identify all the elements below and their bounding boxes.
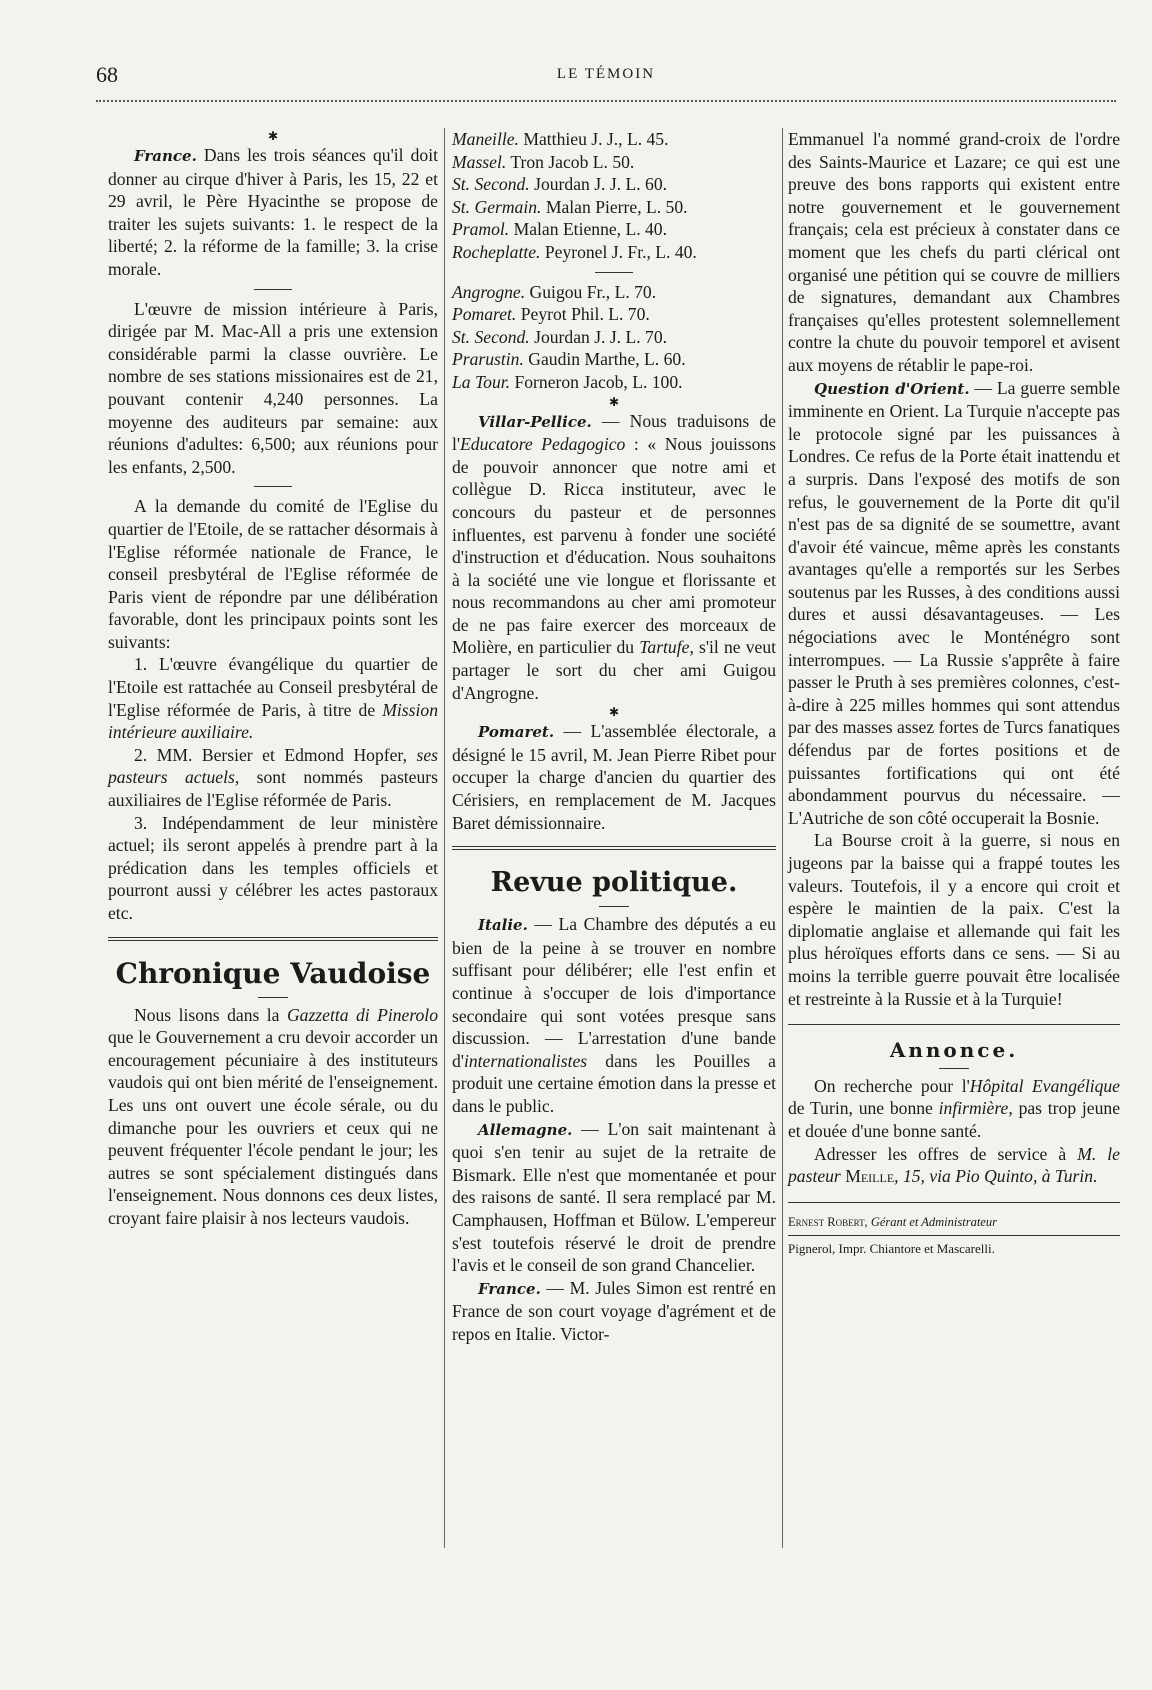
article-chronique: [108, 1004, 438, 1230]
gerant-role: Gérant et Administrateur: [870, 1214, 997, 1229]
list-item-text: Malan Pierre, L. 50.: [545, 196, 688, 217]
villar-start: — Nous traduisons de l': [452, 410, 776, 455]
article-villar: [452, 410, 776, 705]
column-2: [452, 128, 776, 1346]
list-item: [452, 196, 776, 219]
article-etoile: A la demande du comité de l'Eglise du quartier de l'Etoile, de se rattacher désormais à l'Eglise réformée nationale de France, le conseil presbytéral de l'Eglise réformée de Paris vient de répondre par une délibération favorable, dont les principaux points sont les suivants:: [108, 496, 438, 652]
annonce-text: [788, 1075, 1120, 1143]
article-france-2: [452, 1277, 776, 1346]
point-3: 3. Indépendamment de leur ministère actuel; ils seront appelés à prendre part à la prédication dans les temples officiels et pourront aussi y célébrer les actes pastoraux etc.: [108, 812, 438, 923]
chronique-vaudoise-title: Chronique Vaudoise: [115, 956, 431, 990]
list-item: [452, 281, 776, 304]
france-2-text: — M. Jules Simon est rentré en France de son court voyage d'agrément et de repos en Italie. Victor-: [452, 1277, 776, 1344]
rubric-france-2: France.: [478, 1279, 541, 1298]
adresser-italic: M. le pasteur: [788, 1143, 1120, 1187]
annonce-end: pas trop jeune et douée d'une bonne santé.: [788, 1098, 1120, 1141]
footer-rule: [788, 1202, 1120, 1203]
villar-italic: Educatore Pedagogico: [460, 434, 626, 455]
list-item: [452, 128, 776, 151]
list-item: [452, 173, 776, 196]
italie-italic: internationalistes: [463, 1050, 588, 1071]
footer-rule: [788, 1235, 1120, 1236]
journal-title: LE TÉMOIN: [556, 66, 656, 82]
asterisk-ornament: ✱: [608, 394, 620, 409]
list-item-place: Angrogne.: [452, 281, 526, 302]
separator-dash: [939, 1068, 969, 1069]
list-item: [452, 348, 776, 371]
list-item-text: Malan Etienne, L. 40.: [513, 219, 668, 240]
list-item-place: Rocheplatte.: [452, 241, 541, 262]
column-1: [108, 128, 438, 1230]
page-number: 68: [96, 62, 118, 87]
list-item-text: Tron Jacob L. 50.: [510, 151, 635, 172]
rubric-villar: Villar-Pellice.: [478, 412, 592, 431]
annonce-italic2: infirmière,: [938, 1098, 1013, 1119]
chronique-start: Nous lisons dans la: [134, 1004, 280, 1025]
instituteurs-list-1: [452, 128, 776, 264]
asterisk-ornament: ✱: [608, 705, 620, 720]
separator-dash: [258, 997, 288, 998]
header-rule: [96, 100, 1116, 102]
italie-end: dans les Pouilles a produit une certaine émotion dans la presse et dans le public.: [452, 1050, 776, 1116]
rubric-france: France.: [134, 147, 197, 165]
france-text: Dans les trois séances qu'il doit donner au cirque d'hiver à Paris, les 15, 22 et 29 avril, le Père Hyacinthe se propose de traiter les sujets suivants: 1. le respect de la liberté; 2. la réforme de la famille; 3. la crise morale.: [108, 145, 438, 279]
separator-dash: [599, 906, 629, 907]
asterisk-ornament: ✱: [267, 129, 279, 143]
list-item-text: Gaudin Marthe, L. 60.: [528, 349, 686, 370]
list-item-place: St. Germain.: [452, 196, 542, 217]
section-rule: [788, 1024, 1120, 1025]
column-divider: [782, 128, 783, 1548]
annonce-start: On recherche pour l': [814, 1075, 970, 1096]
point-1: [108, 653, 438, 743]
list-item-place: Maneille.: [452, 129, 519, 149]
allemagne-text: — L'on sait maintenant à quoi s'en tenir au sujet de la retraite de Bismark. Elle n'est que momentanée et pour des raisons de santé. Il sera remplacé par M. Camphausen, Hoffman et Bülow. L'empereur s'est toutefois réservé le droit de prendre l'avis et le conseil de son grand Chancelier.: [452, 1118, 776, 1276]
annonce-title: Annonce.: [889, 1038, 1019, 1063]
chronique-italic: Gazzetta di Pinerolo: [286, 1004, 438, 1025]
list-item: [452, 218, 776, 241]
villar-end: , s'il ne veut partager le sort du cher ami Guigou d'Angrogne.: [452, 637, 776, 703]
point-2-end: sont nommés pasteurs auxiliaires de l'Eglise réformée de Paris.: [108, 767, 438, 811]
adresser-text: [788, 1143, 1120, 1188]
instituteurs-list-2: [452, 281, 776, 394]
villar-italic2: Tartufe: [639, 637, 690, 658]
annonce-italic: Hôpital Evangélique: [969, 1075, 1120, 1096]
point-2: [108, 744, 438, 812]
list-item: [452, 241, 776, 264]
revue-politique-title: Revue politique.: [490, 867, 738, 899]
rubric-italie: Italie.: [478, 916, 528, 935]
imprimeur-line: Pignerol, Impr. Chiantore et Mascarelli.: [788, 1240, 995, 1256]
list-item-place: Pomaret.: [452, 304, 517, 325]
article-italie: [452, 913, 776, 1117]
rubric-allemagne: Allemagne.: [478, 1120, 573, 1139]
list-item-text: Peyrot Phil. L. 70.: [520, 304, 650, 325]
villar-mid: : « Nous jouissons de pouvoir annoncer que notre ami et collègue D. Ricca instituteur, avec le concours du pasteur et de personnes influentes, est parvenu à fonder une société d'instruction et d'éducation. Nous souhaitons à la société une vie longue et florissante et nous recommandons au cher ami promoteur de ne pas faire exercer des morceaux de Molière, en particulier du: [452, 434, 777, 658]
article-france: [108, 144, 438, 281]
list-item: [452, 371, 776, 394]
column-divider: [444, 128, 445, 1548]
list-item-text: Jourdan J. J. L. 60.: [534, 174, 668, 195]
list-item-text: Guigou Fr., L. 70.: [529, 281, 657, 302]
gerant-line: [788, 1213, 1120, 1231]
list-item-text: Peyronel J. Fr., L. 40.: [544, 241, 697, 262]
article-pomaret: [452, 720, 776, 834]
list-item-text: Matthieu J. J., L. 45.: [523, 129, 669, 149]
separator-dash: [254, 486, 292, 487]
separator-dash: [595, 272, 633, 273]
article-allemagne: [452, 1118, 776, 1277]
list-item-place: St. Second.: [452, 326, 530, 347]
point-2-start: 2. MM. Bersier et Edmond Hopfer,: [134, 744, 407, 765]
list-item: [452, 326, 776, 349]
list-item-text: Jourdan J. J. L. 70.: [534, 326, 668, 347]
adresser-end: , 15, via Pio Quinto, à Turin.: [894, 1166, 1098, 1187]
adresser-start: Adresser les offres de service à: [814, 1143, 1067, 1164]
article-mission: L'œuvre de mission intérieure à Paris, dirigée par M. Mac-All a pris une extension considérable parmi la classe ouvrière. Le nombre de ses stations missionaires est de 21, pouvant contenir 4,240 personnes. La moyenne des auditeurs par semaine: aux réunions d'adultes: 6,500; aux réunions pour les enfants, 2,500.: [108, 298, 438, 477]
point-1-text: 1. L'œuvre évangélique du quartier de l'Etoile est rattachée au Conseil presbytéral de l'Eglise réformée de Paris, à titre de: [108, 654, 438, 720]
list-item-place: Prarustin.: [452, 349, 524, 370]
section-rule: [452, 846, 776, 850]
rubric-orient: Question d'Orient.: [814, 379, 970, 398]
list-item-place: La Tour.: [452, 371, 511, 392]
separator-dash: [254, 289, 292, 290]
column-3: [788, 128, 1120, 1258]
article-orient: [788, 377, 1120, 830]
page-header: [96, 62, 1116, 92]
chronique-end: que le Gouvernement a cru devoir accorder un encouragement pécuniaire à des instituteurs vaudois qui ont bien mérité de l'enseignement. Les uns ont ouvert une école sérale, ou du dimanche pour les ouvriers et ceux qui ne peuvent fréquenter l'école pendant le jour; les autres se sont spécialement distingués dans l'enseignement. Nous donnons ces deux listes, croyant faire plaisir à nos lecteurs vaudois.: [108, 1027, 438, 1228]
list-item: [452, 151, 776, 174]
list-item: [452, 303, 776, 326]
list-item-place: Pramol.: [452, 219, 510, 240]
article-continued: Emmanuel l'a nommé grand-croix de l'ordre des Saints-Maurice et Lazare; ce qui est une preuve des bons rapports qui existent entre notre gouvernement et le gouvernement français; cela est précieux à constater dans ce moment que les chefs du parti clérical ont organisé une pétition qui se couvre de milliers de signatures, demandant aux Chambres françaises qu'elles protestent solemnellement contre la chute du pouvoir temporel et avisent aux moyens de rétablir le pape-roi.: [788, 129, 1120, 375]
point-1-italic: Mission intérieure auxiliaire.: [108, 699, 438, 743]
section-rule: [108, 937, 438, 941]
rubric-pomaret: Pomaret.: [478, 723, 555, 742]
gerant-name: Ernest Robert,: [788, 1214, 868, 1229]
pomaret-text: — L'assemblée électorale, a désigné le 15 avril, M. Jean Pierre Ribet pour occuper la charge d'ancien du quartier des Cérisiers, en remplacement de M. Jacques Baret démissionnaire.: [452, 721, 776, 833]
article-bourse: La Bourse croit à la guerre, si nous en jugeons par la baisse qui a frappé toutes les valeurs. Toutefois, il y a encore qui croit et espère le maintien de la paix. C'est la diplomatie anglaise et allemande qui fait les plus héroïques efforts dans ce sens. — Si au moins la terrible guerre pouvait être localisée et restreinte à la Russie et à la Turquie!: [788, 830, 1120, 1009]
annonce-mid: de Turin, une bonne: [788, 1098, 933, 1119]
orient-text: — La guerre semble imminente en Orient. La Turquie n'accepte pas le protocole signé par les puissances à Londres. Ce refus de la Porte était inattendu et a surpris. Dans l'exposé des motifs de son refus, le gouvernement de la Porte dit qu'il n'est pas de sa dignité de se soumettre, avant d'avoir été vaincue, même après les constants avantages qu'elle a remportés sur les Serbes soutenus par les Russes, à des conditions aussi dures et aussi désavantageuses. — Les négociations avec le Monténégro sont interrompues. — La Russie s'apprête à faire passer le Pruth à ses premières colonnes, c'est-à-dire à 225 milles hommes qui sont attendus par des masses assez fortes de Turcs fanatiques défendus par de fortes positions et de puissantes fortifications qui ont été abondamment pourvus du nécessaire. — L'Autriche de son côté occuperait la Bosnie.: [788, 377, 1121, 828]
point-2-italic: ses pasteurs actuels,: [108, 744, 438, 788]
list-item-place: St. Second.: [452, 174, 530, 195]
list-item-place: Massel.: [452, 151, 507, 172]
italie-start: — La Chambre des députés a eu bien de la peine à se trouver en nombre suffisant pour délibérer; elle l'est enfin et continue à s'occuper de lois d'importance secondaire qui sont votées presque sans discussion. — L'arrestation d'une bande d': [452, 914, 776, 1071]
list-item-text: Forneron Jacob, L. 100.: [514, 371, 683, 392]
adresser-name: Meille: [845, 1166, 895, 1187]
